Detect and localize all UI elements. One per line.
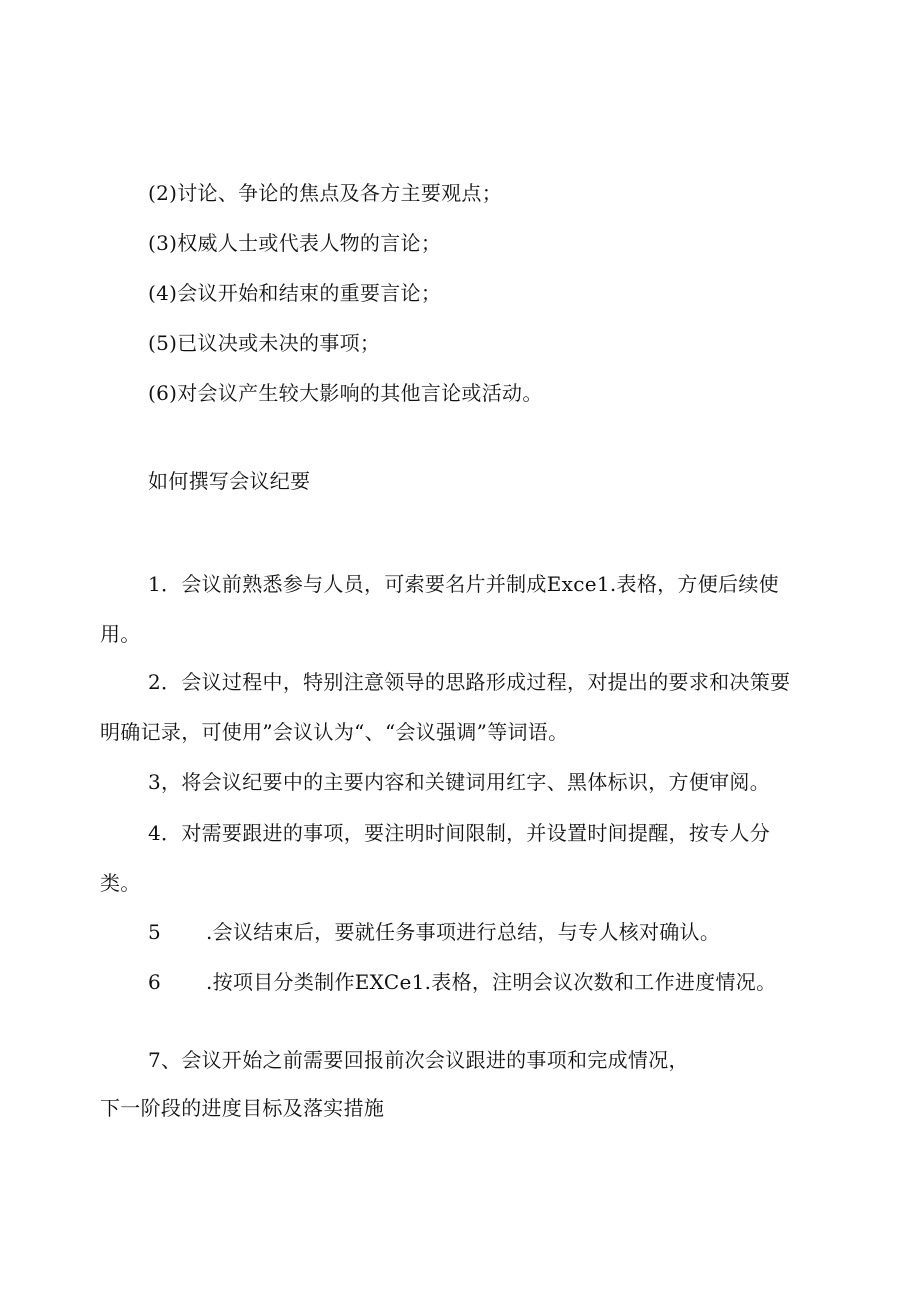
step-text: ．会议前熟悉参与人员，可索要名片并制成Exce1.表格，方便后续使 bbox=[161, 572, 779, 596]
step-2-line-1 bbox=[148, 669, 790, 695]
final-item-line-2: 下一阶段的进度目标及落实措施 bbox=[100, 1096, 385, 1120]
step-text: ．对需要跟进的事项，要注明时间限制，并设置时间提醒，按专人分 bbox=[161, 821, 771, 845]
step-number: 4 bbox=[148, 821, 162, 845]
list-item: (6)对会议产生较大影响的其他言论或活动。 bbox=[148, 381, 543, 405]
final-item-line-1: 7、会议开始之前需要回报前次会议跟进的事项和完成情况， bbox=[148, 1048, 689, 1072]
step-3-line-1 bbox=[148, 769, 770, 795]
step-text: .会议结束后，要就任务事项进行总结，与专人核对确认。 bbox=[206, 920, 721, 944]
step-4-line-2: 类。 bbox=[100, 871, 141, 895]
step-6-line-1 bbox=[148, 969, 776, 995]
section-title: 如何撰写会议纪要 bbox=[148, 469, 311, 493]
step-1-line-2: 用。 bbox=[100, 622, 141, 646]
step-text: ．会议过程中，特别注意领导的思路形成过程，对提出的要求和决策要 bbox=[161, 670, 791, 694]
step-number: 6 bbox=[148, 970, 162, 994]
step-2-line-2: 明确记录，可使用”会议认为“、“会议强调”等词语。 bbox=[100, 720, 569, 744]
step-text: ，将会议纪要中的主要内容和关键词用红字、黑体标识，方便审阅。 bbox=[161, 770, 771, 794]
list-item: (4)会议开始和结束的重要言论； bbox=[148, 281, 442, 305]
step-1-line-1 bbox=[148, 571, 779, 597]
step-number: 5 bbox=[148, 920, 162, 944]
step-4-line-1 bbox=[148, 820, 770, 846]
step-5-line-1 bbox=[148, 919, 720, 945]
step-number: 3 bbox=[148, 770, 162, 794]
step-text: .按项目分类制作EXCe1.表格，注明会议次数和工作进度情况。 bbox=[206, 970, 777, 994]
step-number: 1 bbox=[148, 572, 162, 596]
list-item: (5)已议决或未决的事项； bbox=[148, 331, 381, 355]
list-item: (2)讨论、争论的焦点及各方主要观点； bbox=[148, 181, 503, 205]
step-number: 2 bbox=[148, 670, 162, 694]
list-item: (3)权威人士或代表人物的言论； bbox=[148, 231, 442, 255]
